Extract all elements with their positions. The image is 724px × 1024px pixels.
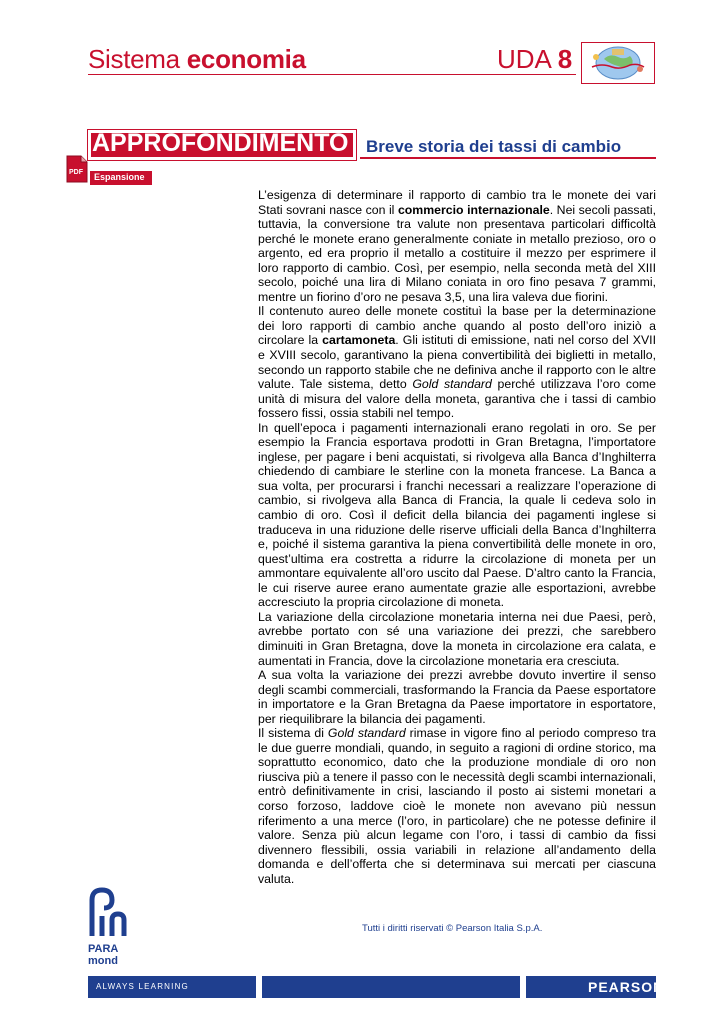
approfondimento-title: APPROFONDIMENTO [92,129,349,157]
pdf-icon[interactable] [64,154,90,184]
text-run: perché utilizzava l’oro come unità di misura del valore della moneta, garantiva che i tassi di cambio fossero fissi, ossia stabili nel tempo. [258,377,656,421]
text-run: L’esigenza di determinare il rapporto di cambio tra le monete dei vari Stati sovrani nasce con il [258,188,656,217]
unit-title [88,44,306,75]
article-title: Breve storia dei tassi di cambio [366,137,622,156]
header-divider [88,74,576,75]
bold-term: cartamoneta [322,333,396,348]
text-run: Il sistema di [258,726,328,741]
text-run: . Nei secoli passati, tuttavia, la conversione tra valute non presentava particolari difficoltà perché le monete erano generalmente coniate in metallo prezioso, oro o argento, ed era proprio il metallo a costituire il mezzo per esprimere il loro rapporto di cambio. Così, per esempio, nella seconda metà del XIII secolo, poiché una lira di Milano coniata in oro fino pesava 7 grammi, mentre un fiorino d’oro ne pesava 3,5, una lira valeva due fiorini. [258,202,656,304]
pdf-icon-label: PDF [69,169,83,176]
text-run: Il contenuto aureo delle monete costituì la base per la determinazione dei loro rapporti di cambio anche quando al posto dell’oro iniziò a circolare la [258,304,656,348]
copyright-notice: Tutti i diritti riservati © Pearson Italia S.p.A. [362,923,543,934]
logo-text-top: PARA [88,943,119,955]
paramond-logo [86,886,128,970]
paragraph-2 [258,304,656,420]
paragraph-4: La variazione della circolazione monetaria interna nei due Paesi, però, avrebbe portato con sé una variazione dei prezzi, che sarebbero diminuiti in Gran Bretagna, dove la moneta in circolazione era calata, e aumentati in Francia, dove la circolazione monetaria era cresciuta. [258,609,656,668]
globe-icon [582,43,654,83]
paragraph-3: In quell’epoca i pagamenti internazionali erano regolati in oro. Se per esempio la Francia esportava prodotti in Gran Bretagna, l’importatore inglese, per pagare i beni acquistati, si rivolgeva alla Banca d’Inghilterra chiedendo di cambiare le sterline con la moneta francese. La Banca a sua volta, per procurarsi i franchi necessari a realizzare l’operazione di cambio, si rivolgeva alla Banca di Francia, la quale li cedeva solo in cambio di oro. Così il deficit della bilancia dei pagamenti inglese si traduceva in una riduzione delle riserve ufficiali della Banca d’Inghilterra e, poiché il sistema garantiva la piena convertibilità delle monete in oro, quest’ultima era costretta a ridurre la circolazione di moneta per un ammontare equivalente all’oro uscito dal Paese. D’altro canto la Francia, le cui riserve auree erano aumentate grazie alle esportazioni, avrebbe accresciuto la propria circolazione di moneta. [258,420,656,610]
article-body [258,188,656,886]
paragraph-5: A sua volta la variazione dei prezzi avrebbe dovuto invertire il senso degli scambi commerciali, trasformando la Francia da Paese esportatore in importatore e la Gran Bretagna da Paese importatore in esportatore, per riequilibrare la bilancia dei pagamenti. [258,668,656,726]
paragraph-6 [258,726,656,886]
paragraph-1 [258,188,656,304]
espansione-label: Espansione [94,172,145,182]
bold-term: commercio internazionale [397,202,550,217]
footer-bar-middle [262,976,520,998]
article-title-underline [360,157,656,159]
text-run: . Gli istituti di emissione, nati nel corso del XVII e XVIII secolo, garantivano la piena convertibilità dei biglietti in metallo, secondo un rapporto stabile che ne definiva anche il rapporto con le altre valute. Tale sistema, detto [258,333,656,392]
globe-illustration [581,42,655,84]
always-learning-tagline: ALWAYS LEARNING [96,982,189,991]
italic-term: Gold standard [327,726,406,741]
pearson-logo: PEARSON [588,979,665,995]
logo-text-bottom: mond [88,955,118,967]
italic-term: Gold standard [412,377,492,392]
text-run: rimase in vigore fino al periodo compreso tra le due guerre mondiali, quando, in seguito a ragioni di ordine storico, ma soprattutto economico, dato che la produzione mondiale di oro non riusciva più a tenere il passo con le necessità degli scambi internazionali, entrò definitivamente in crisi, lasciando il posto ai sistemi monetari a corso forzoso, laddove cioè le monete non avevano più nessun riferimento a una merce (l’oro, in particolare) che ne potesse definire il valore. Senza più alcun legame con l’oro, i tassi di cambio da fissi divennero flessibili, ossia variabili in relazione all’andamento della domanda e dell’offerta che si determinava sui mercati per ciascuna valuta. [258,726,656,886]
uda-number: 8 [557,44,573,74]
unit-title-regular: Sistema [88,44,180,74]
uda-text: UDA [497,44,551,74]
unit-title-bold: economia [186,44,306,74]
uda-label [497,44,572,75]
